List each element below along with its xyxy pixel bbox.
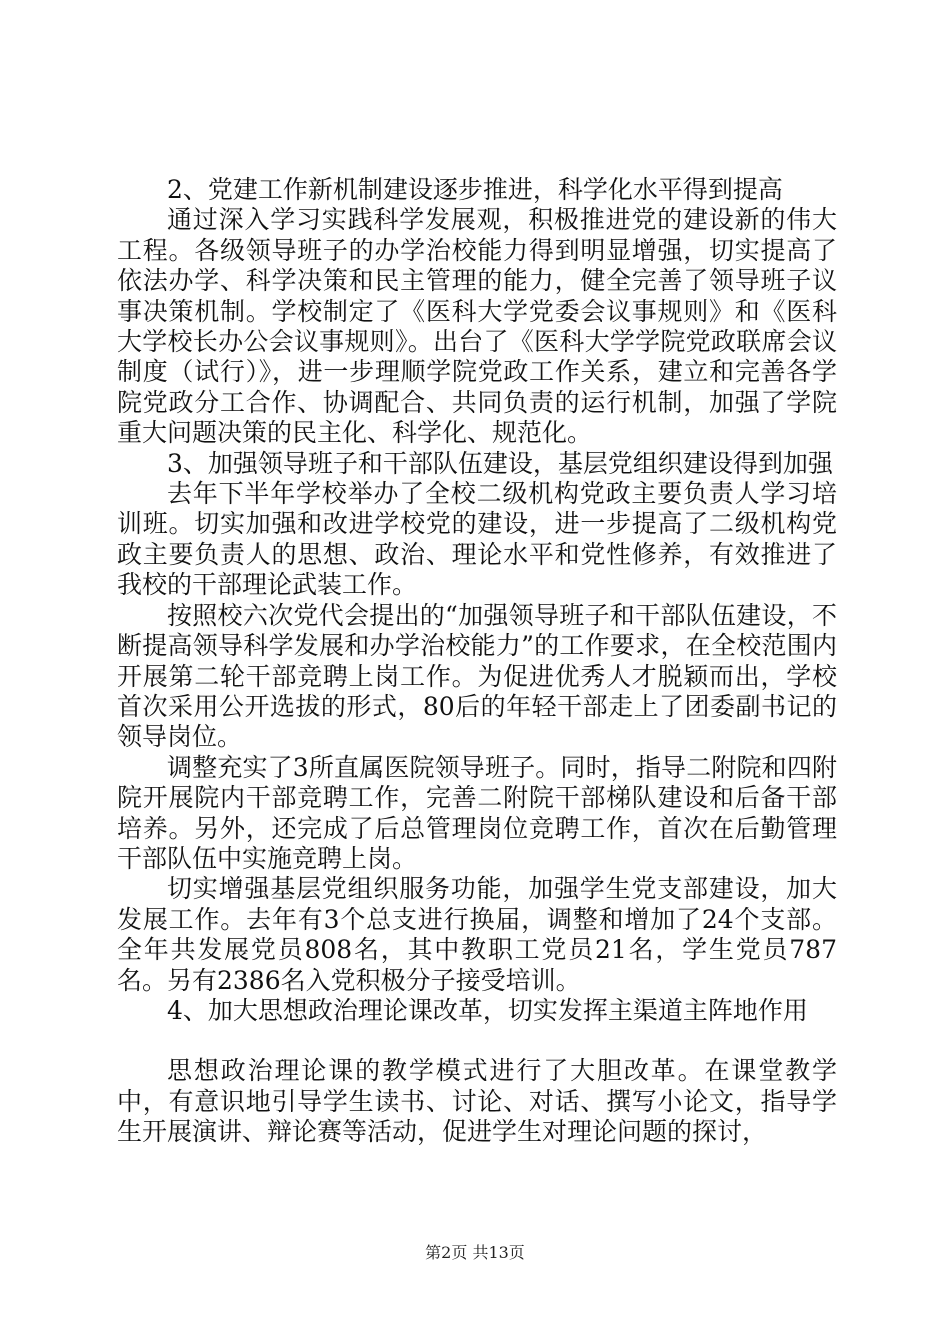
section-heading-2: 2、党建工作新机制建设逐步推进，科学化水平得到提高 bbox=[167, 175, 783, 204]
body-paragraph: 去年下半年学校举办了全校二级机构党政主要负责人学习培训班。切实加强和改进学校党的建设，进一步提高了二级机构党政主要负责人的思想、政治、理论水平和党性修养，有效推进了我校的干部理论武装工作。 bbox=[117, 479, 837, 600]
body-paragraph: 思想政治理论课的教学模式进行了大胆改革。在课堂教学中，有意识地引导学生读书、讨论、对话、撰写小论文，指导学生开展演讲、辩论赛等活动，促进学生对理论问题的探讨， bbox=[117, 1056, 837, 1147]
body-paragraph: 通过深入学习实践科学发展观，积极推进党的建设新的伟大工程。各级领导班子的办学治校能力得到明显增强，切实提高了依法办学、科学决策和民主管理的能力，健全完善了领导班子议事决策机制。学校制定了《医科大学党委会议事规则》和《医科大学校长办公会议事规则》。出台了《医科大学学院党政联席会议制度（试行）》，进一步理顺学院党政工作关系，建立和完善各学院党政分工合作、协调配合、共同负责的运行机制，加强了学院重大问题决策的民主化、科学化、规范化。 bbox=[117, 205, 837, 448]
section-heading-4: 4、加大思想政治理论课改革，切实发挥主渠道主阵地作用 bbox=[167, 995, 808, 1025]
document-body bbox=[117, 175, 837, 1148]
page-number-footer: 第2页 共13页 bbox=[425, 1243, 525, 1262]
body-paragraph: 调整充实了3所直属医院领导班子。同时，指导二附院和四附院开展院内干部竞聘工作，完善二附院干部梯队建设和后备干部培养。另外，还完成了后总管理岗位竞聘工作，首次在后勤管理干部队伍中实施竞聘上岗。 bbox=[117, 752, 837, 873]
section-heading-3: 3、加强领导班子和干部队伍建设，基层党组织建设得到加强 bbox=[167, 448, 833, 478]
body-paragraph: 按照校六次党代会提出的“加强领导班子和干部队伍建设，不断提高领导科学发展和办学治校能力”的工作要求，在全校范围内开展第二轮干部竞聘上岗工作。为促进优秀人才脱颖而出，学校首次采用公开选拔的形式，80后的年轻干部走上了团委副书记的领导岗位。 bbox=[117, 600, 837, 752]
body-paragraph: 切实增强基层党组织服务功能，加强学生党支部建设，加大发展工作。去年有3个总支进行换届，调整和增加了24个支部。全年共发展党员808名，其中教职工党员21名，学生党员787名。另有2386名入党积极分子接受培训。 bbox=[117, 874, 837, 995]
blank-line bbox=[117, 1026, 837, 1056]
